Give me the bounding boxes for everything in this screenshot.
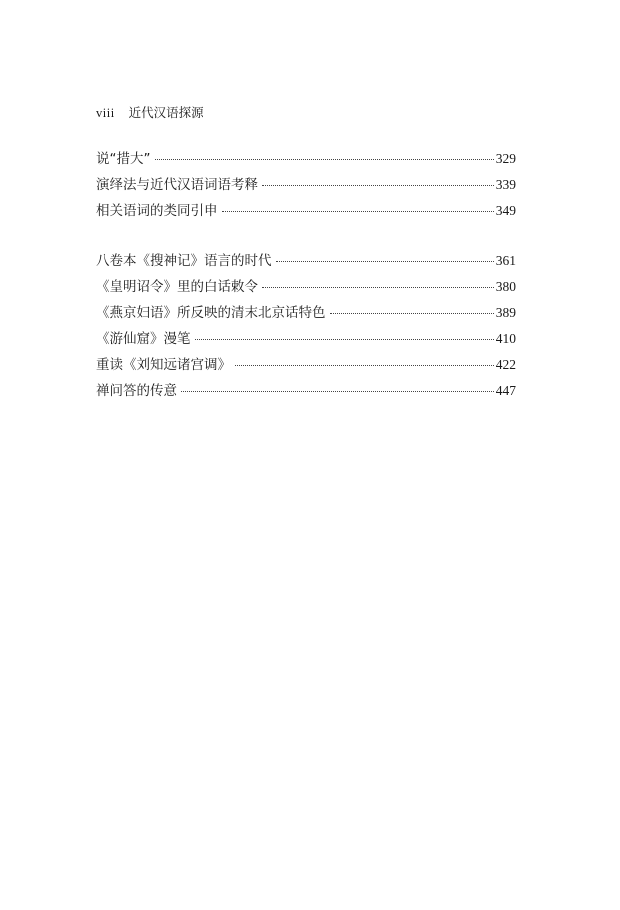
toc-entry — [96, 353, 516, 379]
dot-leader — [262, 184, 494, 186]
toc-entry-page: 422 — [495, 357, 516, 372]
dot-leader — [330, 312, 494, 314]
toc-entry-page: 361 — [495, 253, 516, 268]
toc-entry-title: 禅问答的传意 — [96, 383, 177, 399]
toc-entry-title: 重读《刘知远诸宫调》 — [96, 357, 231, 373]
toc-entry-title: 演绎法与近代汉语词语考释 — [96, 177, 258, 193]
page-folio: viii — [96, 106, 115, 120]
toc-entry — [96, 327, 516, 353]
toc-entry — [96, 301, 516, 327]
toc-entry — [96, 249, 516, 275]
book-title: 近代汉语探源 — [128, 105, 204, 120]
toc-entry — [96, 199, 516, 225]
toc-entry-page: 380 — [495, 279, 516, 294]
toc-entry — [96, 275, 516, 301]
dot-leader — [181, 390, 494, 392]
toc-group — [96, 249, 516, 405]
toc-entry-title: 《皇明诏令》里的白话敕令 — [96, 279, 258, 295]
toc-entry-page: 389 — [495, 305, 516, 320]
toc-entry-page: 447 — [495, 383, 516, 398]
dot-leader — [155, 158, 494, 160]
toc-entry-title: 《游仙窟》漫笔 — [96, 331, 191, 347]
running-header — [96, 103, 204, 121]
dot-leader — [222, 210, 494, 212]
toc-entry-title: 说“措大” — [96, 151, 151, 167]
dot-leader — [276, 260, 494, 262]
toc-entry-page: 349 — [495, 203, 516, 218]
toc-entry-page: 339 — [495, 177, 516, 192]
dot-leader — [262, 286, 494, 288]
toc-entry — [96, 173, 516, 199]
dot-leader — [195, 338, 494, 340]
toc-entry — [96, 147, 516, 173]
toc-group — [96, 147, 516, 225]
dot-leader — [235, 364, 494, 366]
toc-entry-title: 相关语词的类同引申 — [96, 203, 218, 219]
toc-entry — [96, 379, 516, 405]
toc-entry-page: 329 — [495, 151, 516, 166]
toc-entry-page: 410 — [495, 331, 516, 346]
toc-entry-title: 八卷本《搜神记》语言的时代 — [96, 253, 272, 269]
toc-entry-title: 《燕京妇语》所反映的清末北京话特色 — [96, 305, 326, 321]
